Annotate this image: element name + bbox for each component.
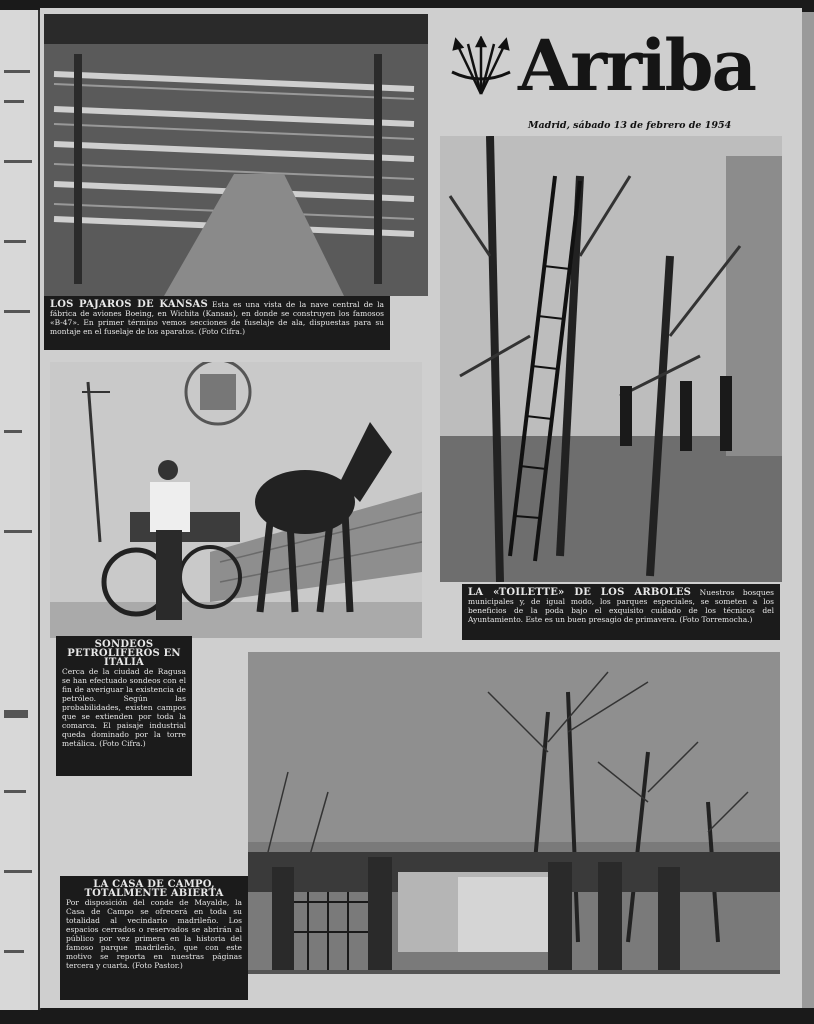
caption-sondeos-title: SONDEOS PETROLIFEROS EN ITALIA (67, 639, 181, 668)
caption-casa-title: LA CASA DE CAMPO, TOTALMENTE ABIERTA (84, 879, 224, 899)
caption-casa-text: Por disposición del conde de Mayalde, la Casa de Campo se ofrecerá en toda su totalidad al vecindario madrileño. Los espacios cerrados o reservados se abrirán al público por vez primera en la historia del famoso parque madrileño, que con este motivo se reporta en nuestras páginas tercera y cuarta. (Foto Pastor.) (66, 898, 242, 970)
caption-kansas-title: LOS PAJAROS DE KANSAS (50, 299, 208, 310)
previous-page-edge (0, 10, 41, 1010)
masthead-date: Madrid, sábado 13 de febrero de 1954 (528, 120, 732, 131)
caption-sondeos (56, 636, 192, 776)
caption-kansas-text: Esta es una vista de la nave central de la fábrica de aviones Boeing, en Wichita (Kansas), en donde se construyen los famosos «B-47». En primer término vemos secciones de fuselaje de ala, dispuestas para su montaje en el fuselaje de los aparatos. (Foto Cifra.) (50, 300, 384, 336)
photo-casa-de-campo (248, 652, 780, 974)
photo-tree-pruning (440, 136, 782, 582)
photo-horse-cart (50, 362, 422, 638)
masthead-title: Arriba (518, 24, 755, 107)
caption-arboles-text: Nuestros bosques municipales y, de igual modo, los parques especiales, se someten a los beneficios de la poda bajo el exquisito cuidado de los técnicos del Ayuntamiento. Este es un buen presagio de primavera. (Foto Torremocha.) (468, 588, 774, 624)
caption-arboles (462, 584, 780, 640)
caption-casa-de-campo (60, 876, 248, 1000)
caption-sondeos-text: Cerca de la ciudad de Ragusa se han efectuado sondeos con el fin de averiguar la existencia de petróleo. Según las probabilidades, existen campos que se extienden por toda la comarca. El paisaje industrial queda dominado por la torre metálica. (Foto Cifra.) (62, 667, 186, 748)
caption-arboles-title: LA «TOILETTE» DE LOS ARBOLES (468, 587, 692, 598)
caption-kansas (44, 296, 390, 350)
yoke-and-arrows-icon (446, 36, 516, 96)
masthead (518, 24, 788, 131)
page-right-edge (802, 12, 814, 1008)
photo-boeing-factory (44, 14, 428, 296)
